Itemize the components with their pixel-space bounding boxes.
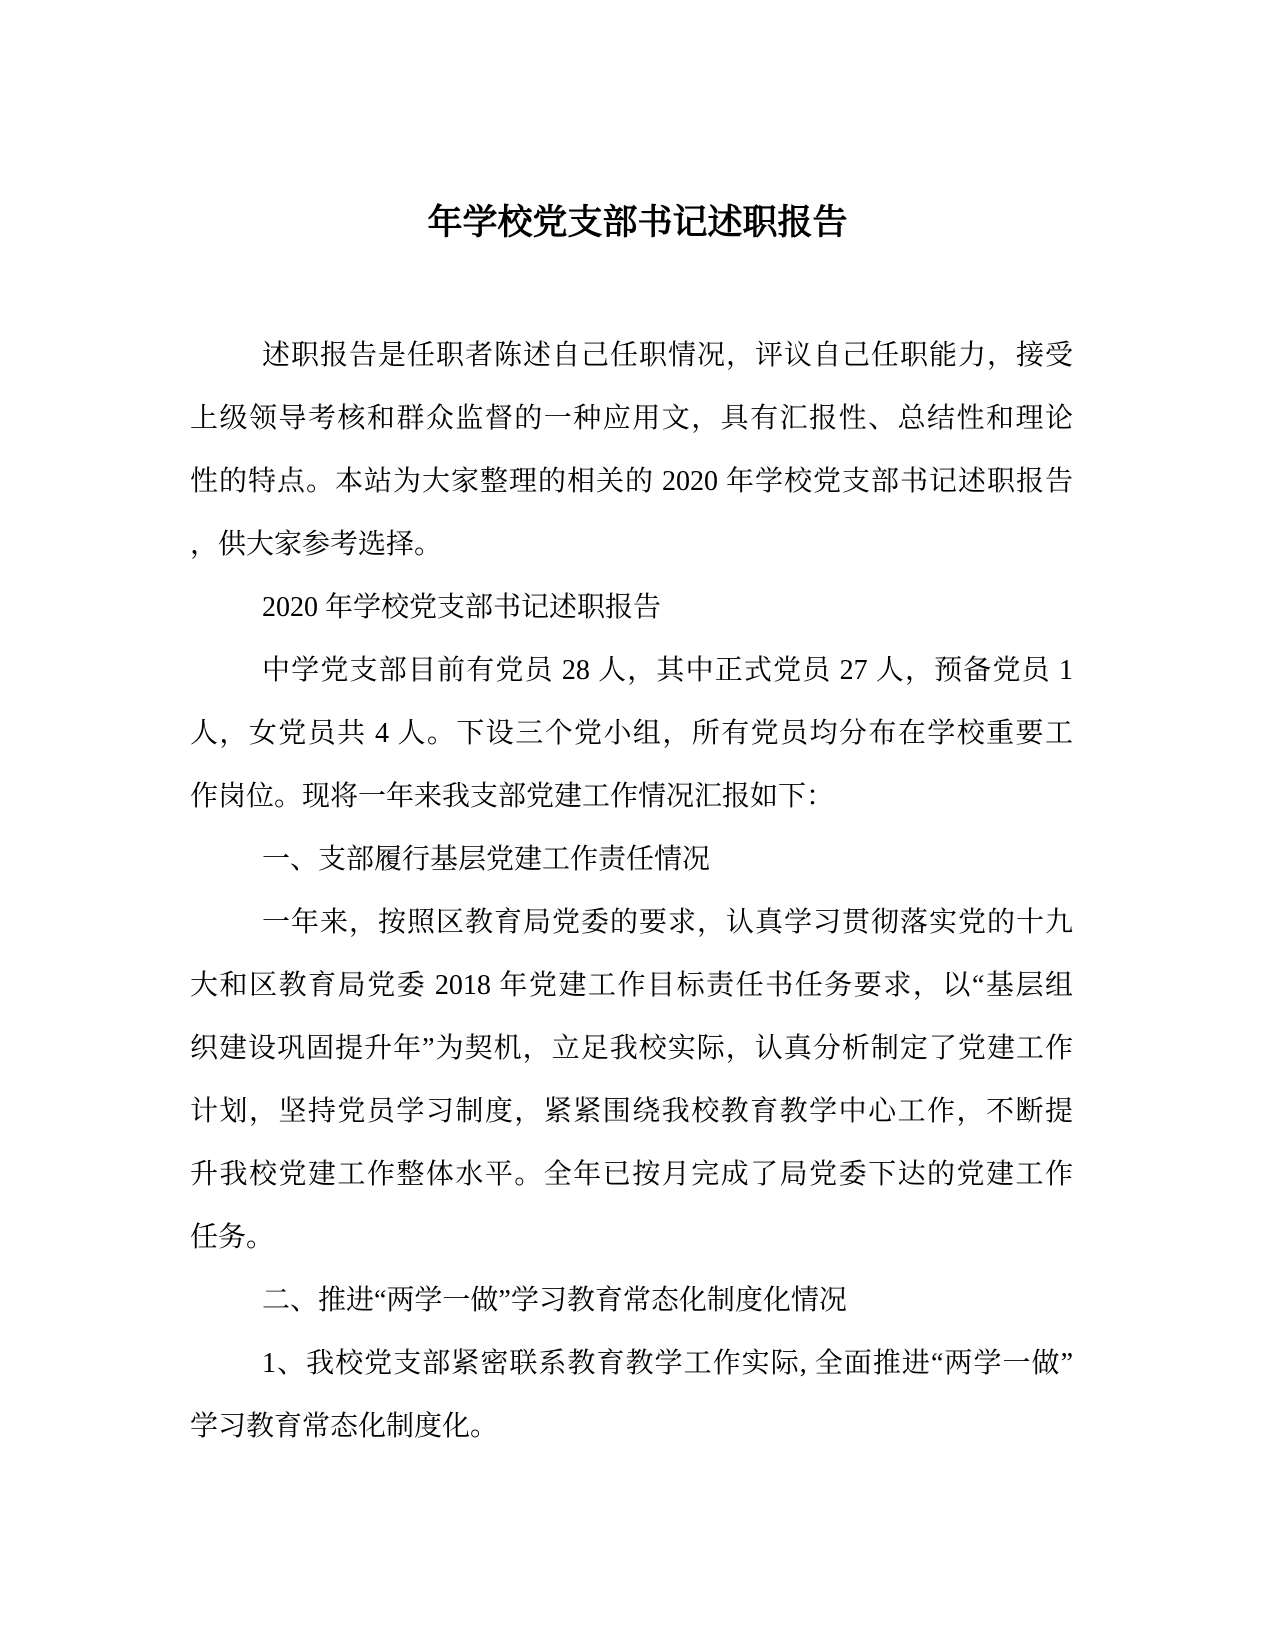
text-line: 性的特点。本站为大家整理的相关的 2020 年学校党支部书记述职报告	[190, 466, 1073, 497]
text-line: 作岗位。现将一年来我支部党建工作情况汇报如下：	[190, 781, 835, 812]
text-line: 升我校党建工作整体水平。全年已按月完成了局党委下达的党建工作	[190, 1159, 1073, 1190]
text-line: 大和区教育局党委 2018 年党建工作目标责任书任务要求，以“基层组	[190, 970, 1073, 1001]
text-line: 1、我校党支部紧密联系教育教学工作实际, 全面推进“两学一做”	[262, 1348, 1073, 1379]
text-line: ，供大家参考选择。	[190, 529, 443, 560]
text-line: 一年来，按照区教育局党委的要求，认真学习贯彻落实党的十九	[262, 907, 1073, 938]
text-line: 织建设巩固提升年”为契机，立足我校实际，认真分析制定了党建工作	[190, 1033, 1073, 1064]
text-line: 二、推进“两学一做”学习教育常态化制度化情况	[262, 1285, 847, 1316]
text-line: 一、支部履行基层党建工作责任情况	[262, 844, 711, 875]
document-body	[190, 324, 1073, 1458]
text-line: 人，女党员共 4 人。下设三个党小组，所有党员均分布在学校重要工	[190, 718, 1073, 749]
text-line: 上级领导考核和群众监督的一种应用文，具有汇报性、总结性和理论	[190, 403, 1073, 434]
text-line: 中学党支部目前有党员 28 人，其中正式党员 27 人，预备党员 1	[262, 655, 1073, 686]
text-line: 述职报告是任职者陈述自己任职情况，评议自己任职能力，接受	[262, 340, 1073, 371]
text-line: 计划，坚持党员学习制度，紧紧围绕我校教育教学中心工作，不断提	[190, 1096, 1073, 1127]
document-title: 年学校党支部书记述职报告	[427, 203, 848, 242]
text-line: 学习教育常态化制度化。	[190, 1411, 499, 1442]
text-line: 任务。	[190, 1222, 275, 1253]
text-line: 2020 年学校党支部书记述职报告	[262, 592, 662, 623]
